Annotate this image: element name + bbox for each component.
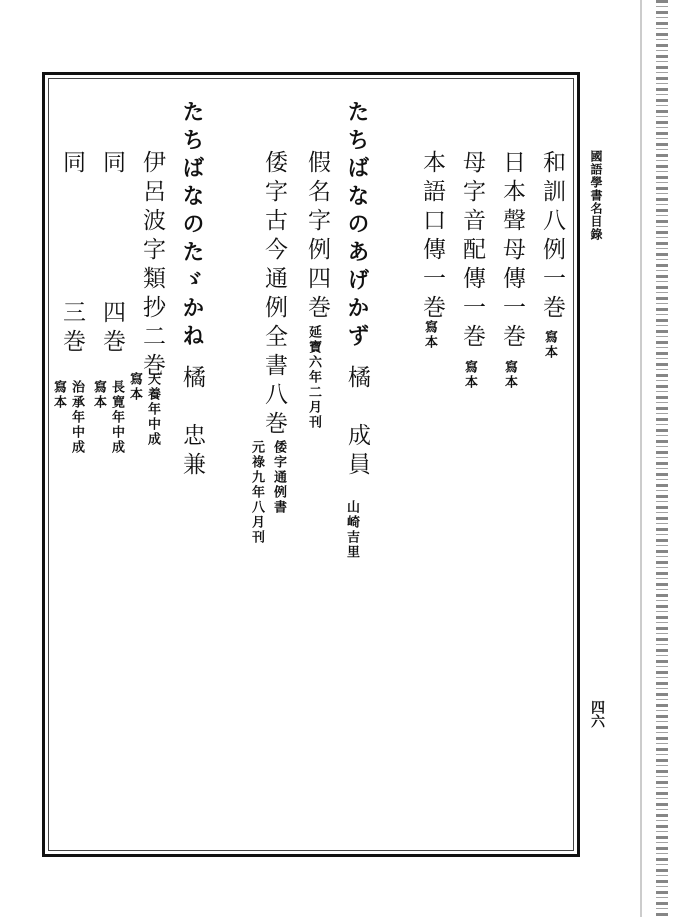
entry-title: 母字音配傳一巻 (459, 150, 485, 353)
entry-title: 日本聲母傳一巻 (499, 150, 525, 353)
entry-title: 假名字例四巻 (304, 150, 330, 324)
author-heading-kana: たちばなのたゞかね (179, 100, 204, 352)
entry-title: 倭字古今通例全書八巻 (261, 150, 287, 440)
entry-note: 寫本 (422, 320, 437, 350)
entry-note: 延寶六年二月刊 (306, 325, 321, 430)
entry-note: 寫本 (127, 372, 142, 402)
entry-note: 寫本 (462, 360, 477, 390)
scan-edge (656, 0, 668, 917)
page-number: 四六 (589, 700, 605, 728)
page-edge-line (640, 0, 642, 917)
entry-title: 和訓八例一巻 (539, 150, 565, 324)
entry-note: 寫本 (502, 360, 517, 390)
entry-note: 元祿九年八月刊 (249, 440, 264, 545)
entry-title: 同 (59, 150, 85, 179)
entry-note: 寫本 (91, 380, 106, 410)
entry-note: 長寛年中成 (109, 380, 124, 455)
entry-volume: 四巻 (99, 300, 125, 358)
entry-note: 倭字通例書 (271, 440, 286, 515)
entry-volume: 三巻 (59, 300, 85, 358)
entry-note: 寫本 (542, 330, 557, 360)
author-heading-kana: たちばなのあげかず (344, 100, 369, 352)
entry-title: 同 (99, 150, 125, 179)
entry-note: 治承年中成 (69, 380, 84, 455)
author-note: 山崎吉里 (344, 500, 359, 560)
running-head: 國語學書名目錄 (589, 150, 603, 241)
entry-title: 伊呂波字類抄二巻 (139, 150, 165, 382)
entry-note: 天養年中成 (145, 372, 160, 447)
entry-note: 寫本 (51, 380, 66, 410)
author-name: 橘 成員 (344, 365, 370, 481)
entry-title: 本語口傳一巻 (419, 150, 445, 324)
author-name: 橘 忠兼 (179, 365, 205, 481)
